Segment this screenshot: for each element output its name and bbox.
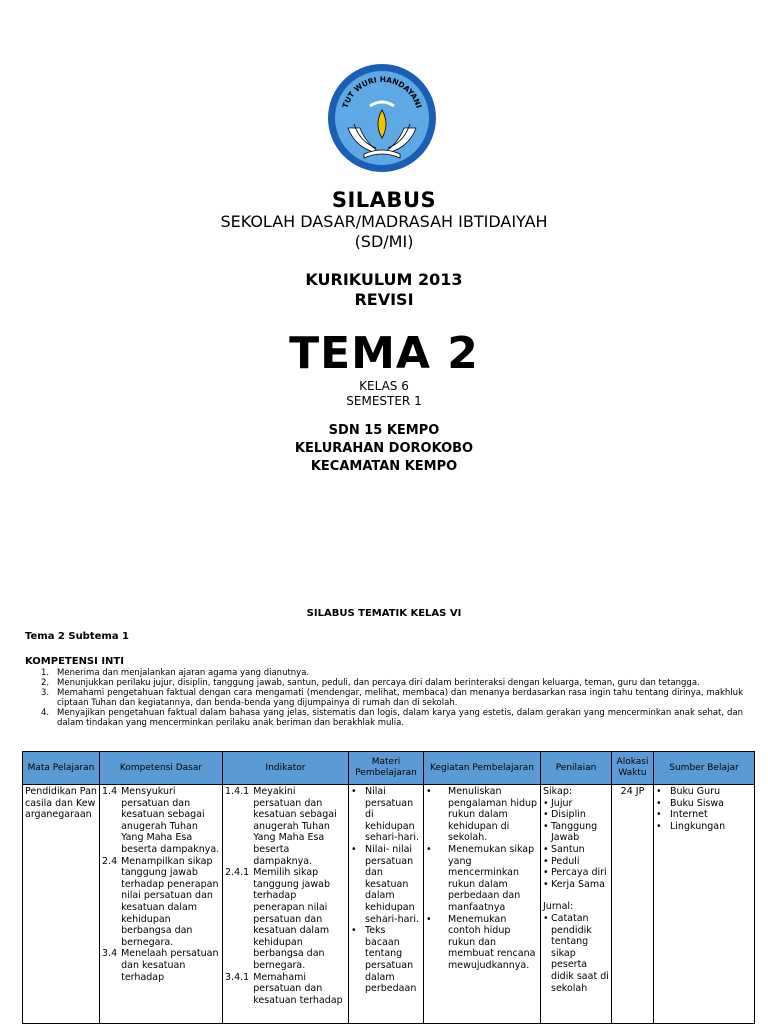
sikap-label: Sikap: <box>543 786 573 797</box>
table-row <box>23 785 755 1024</box>
jurnal-label: Jurnal: <box>543 901 574 913</box>
header-activity: Kegiatan Pembelajaran <box>424 752 541 785</box>
cell-material <box>349 785 424 1024</box>
header-time-allocation: Alokasi Waktu <box>612 752 654 785</box>
list-item: • Disiplin <box>543 809 586 821</box>
subtheme-label: Tema 2 Subtema 1 <box>25 631 130 642</box>
school-abbr: (SD/MI) <box>354 232 414 251</box>
header-basic-competence: Kompetensi Dasar <box>100 752 223 785</box>
list-item: • Teks bacaan tentang persatuan dalam perbedaan <box>351 925 417 995</box>
revision: REVISI <box>354 290 414 309</box>
cover-title: SILABUS <box>331 188 437 212</box>
cell-learning-source <box>654 785 755 1024</box>
class-label: KELAS 6 <box>359 379 409 393</box>
cell-assessment <box>541 785 612 1024</box>
list-item: 2.4 Menampilkan sikap tanggung jawab terhadap penerapan nilai persatuan dan kesatuan dalam kehidupan berbangsa dan bernegara. <box>102 855 219 948</box>
list-item: • Lingkungan <box>656 820 726 832</box>
cell-indicator <box>223 785 349 1024</box>
list-item: • Buku Siswa <box>656 797 724 809</box>
list-item: 2. Menunjukkan perilaku jujur, disiplin, tanggung jawab, santun, peduli, dan percaya diri dalam berinteraksi dengan keluarga, teman, guru dan tetangga. <box>41 678 700 688</box>
core-competence-title: KOMPETENSI INTI <box>25 656 124 667</box>
list-item: 3.4.1 Memahami persatuan dan kesatuan terhadap <box>225 971 343 1006</box>
cell-subject: Pendidikan Pancasila dan Kewarganegaraan <box>23 785 100 1024</box>
list-item: • Menemukan sikap yang mencerminkan rukun dalam perbedaan dan manfaatnya <box>426 843 535 913</box>
list-item: • Nilai- nilai persatuan dan kesatuan dalam kehidupan sehari-hari. <box>351 843 420 925</box>
header-learning-source: Sumber Belajar <box>654 752 755 785</box>
list-item: 3.4 Menelaah persatuan dan kesatuan terhadap <box>102 948 219 983</box>
list-item: • Catatan pendidik tentang sikap peserta didik saat di sekolah <box>543 912 609 994</box>
list-item: 2.4.1 Memilih sikap tanggung jawab terhadap penerapan nilai persatuan dan kesatuan dalam kehidupan berbangsa dan bernegara. <box>225 867 330 971</box>
table-header-row <box>23 752 755 785</box>
syllabus-table <box>22 751 755 1024</box>
curriculum: KURIKULUM 2013 <box>305 270 463 289</box>
semester-label: SEMESTER 1 <box>346 394 422 408</box>
list-item: • Jujur <box>543 797 573 809</box>
tut-wuri-handayani-logo <box>326 62 438 174</box>
list-item: • Santun <box>543 843 585 855</box>
village: KELURAHAN DOROKOBO <box>294 441 474 456</box>
cell-activity <box>424 785 541 1024</box>
list-item: • Internet <box>656 809 708 821</box>
school-type: SEKOLAH DASAR/MADRASAH IBTIDAIYAH <box>220 212 548 231</box>
list-item: 3. Memahami pengetahuan faktual dengan cara mengamati (mendengar, melihat, membaca) dan menanya berdasarkan rasa ingin tahu tentang dirinya, makhluk ciptaan Tuhan dan kegiatannya, dan benda-benda yang dijumpainya di rumah dan di sekolah. <box>41 688 743 708</box>
list-item: • Peduli <box>543 855 580 867</box>
core-competence-list <box>25 668 743 728</box>
list-item: 1.4.1 Meyakini persatuan dan kesatuan sebagai anugerah Tuhan Yang Maha Esa beserta dampaknya. <box>225 786 337 867</box>
syllabus-heading: SILABUS TEMATIK KELAS VI <box>306 608 462 619</box>
list-item: • Kerja Sama <box>543 878 605 890</box>
header-material: Materi Pembelajaran <box>349 752 424 785</box>
cell-basic-competence <box>100 785 223 1024</box>
header-indicator: Indikator <box>223 752 349 785</box>
list-item: 1. Menerima dan menjalankan ajaran agama yang dianutnya. <box>41 668 310 678</box>
school-name: SDN 15 KEMPO <box>328 423 440 438</box>
district: KECAMATAN KEMPO <box>310 459 458 474</box>
list-item: • Menuliskan pengalaman hidup rukun dalam kehidupan di sekolah. <box>426 786 538 844</box>
list-item: • Percaya diri <box>543 867 607 879</box>
list-item: • Menemukan contoh hidup rukun dan membuat rencana mewujudkannya. <box>426 913 536 971</box>
list-item: • Buku Guru <box>656 786 721 797</box>
theme-title: TEMA 2 <box>289 328 479 379</box>
list-item: • Tanggung Jawab <box>543 820 598 844</box>
header-assessment: Penilaian <box>541 752 612 785</box>
list-item: 1.4 Mensyukuri persatuan dan kesatuan sebagai anugerah Tuhan Yang Maha Esa beserta dampaknya. <box>102 786 220 855</box>
svg-text:TUT WURI HANDAYANI: TUT WURI HANDAYANI <box>340 74 424 110</box>
cell-time-allocation: 24 JP <box>612 785 654 1024</box>
list-item: • Nilai persatuan di kehidupan sehari-hari. <box>351 786 420 844</box>
list-item: 4. Menyajikan pengetahuan faktual dalam bahasa yang jelas, sistematis dan logis, dalam karya yang estetis, dalam gerakan yang mencerminkan anak sehat, dan dalam tindakan yang mencerminkan perilaku anak beriman dan berakhlak mulia. <box>41 708 743 728</box>
header-subject: Mata Pelajaran <box>23 752 100 785</box>
